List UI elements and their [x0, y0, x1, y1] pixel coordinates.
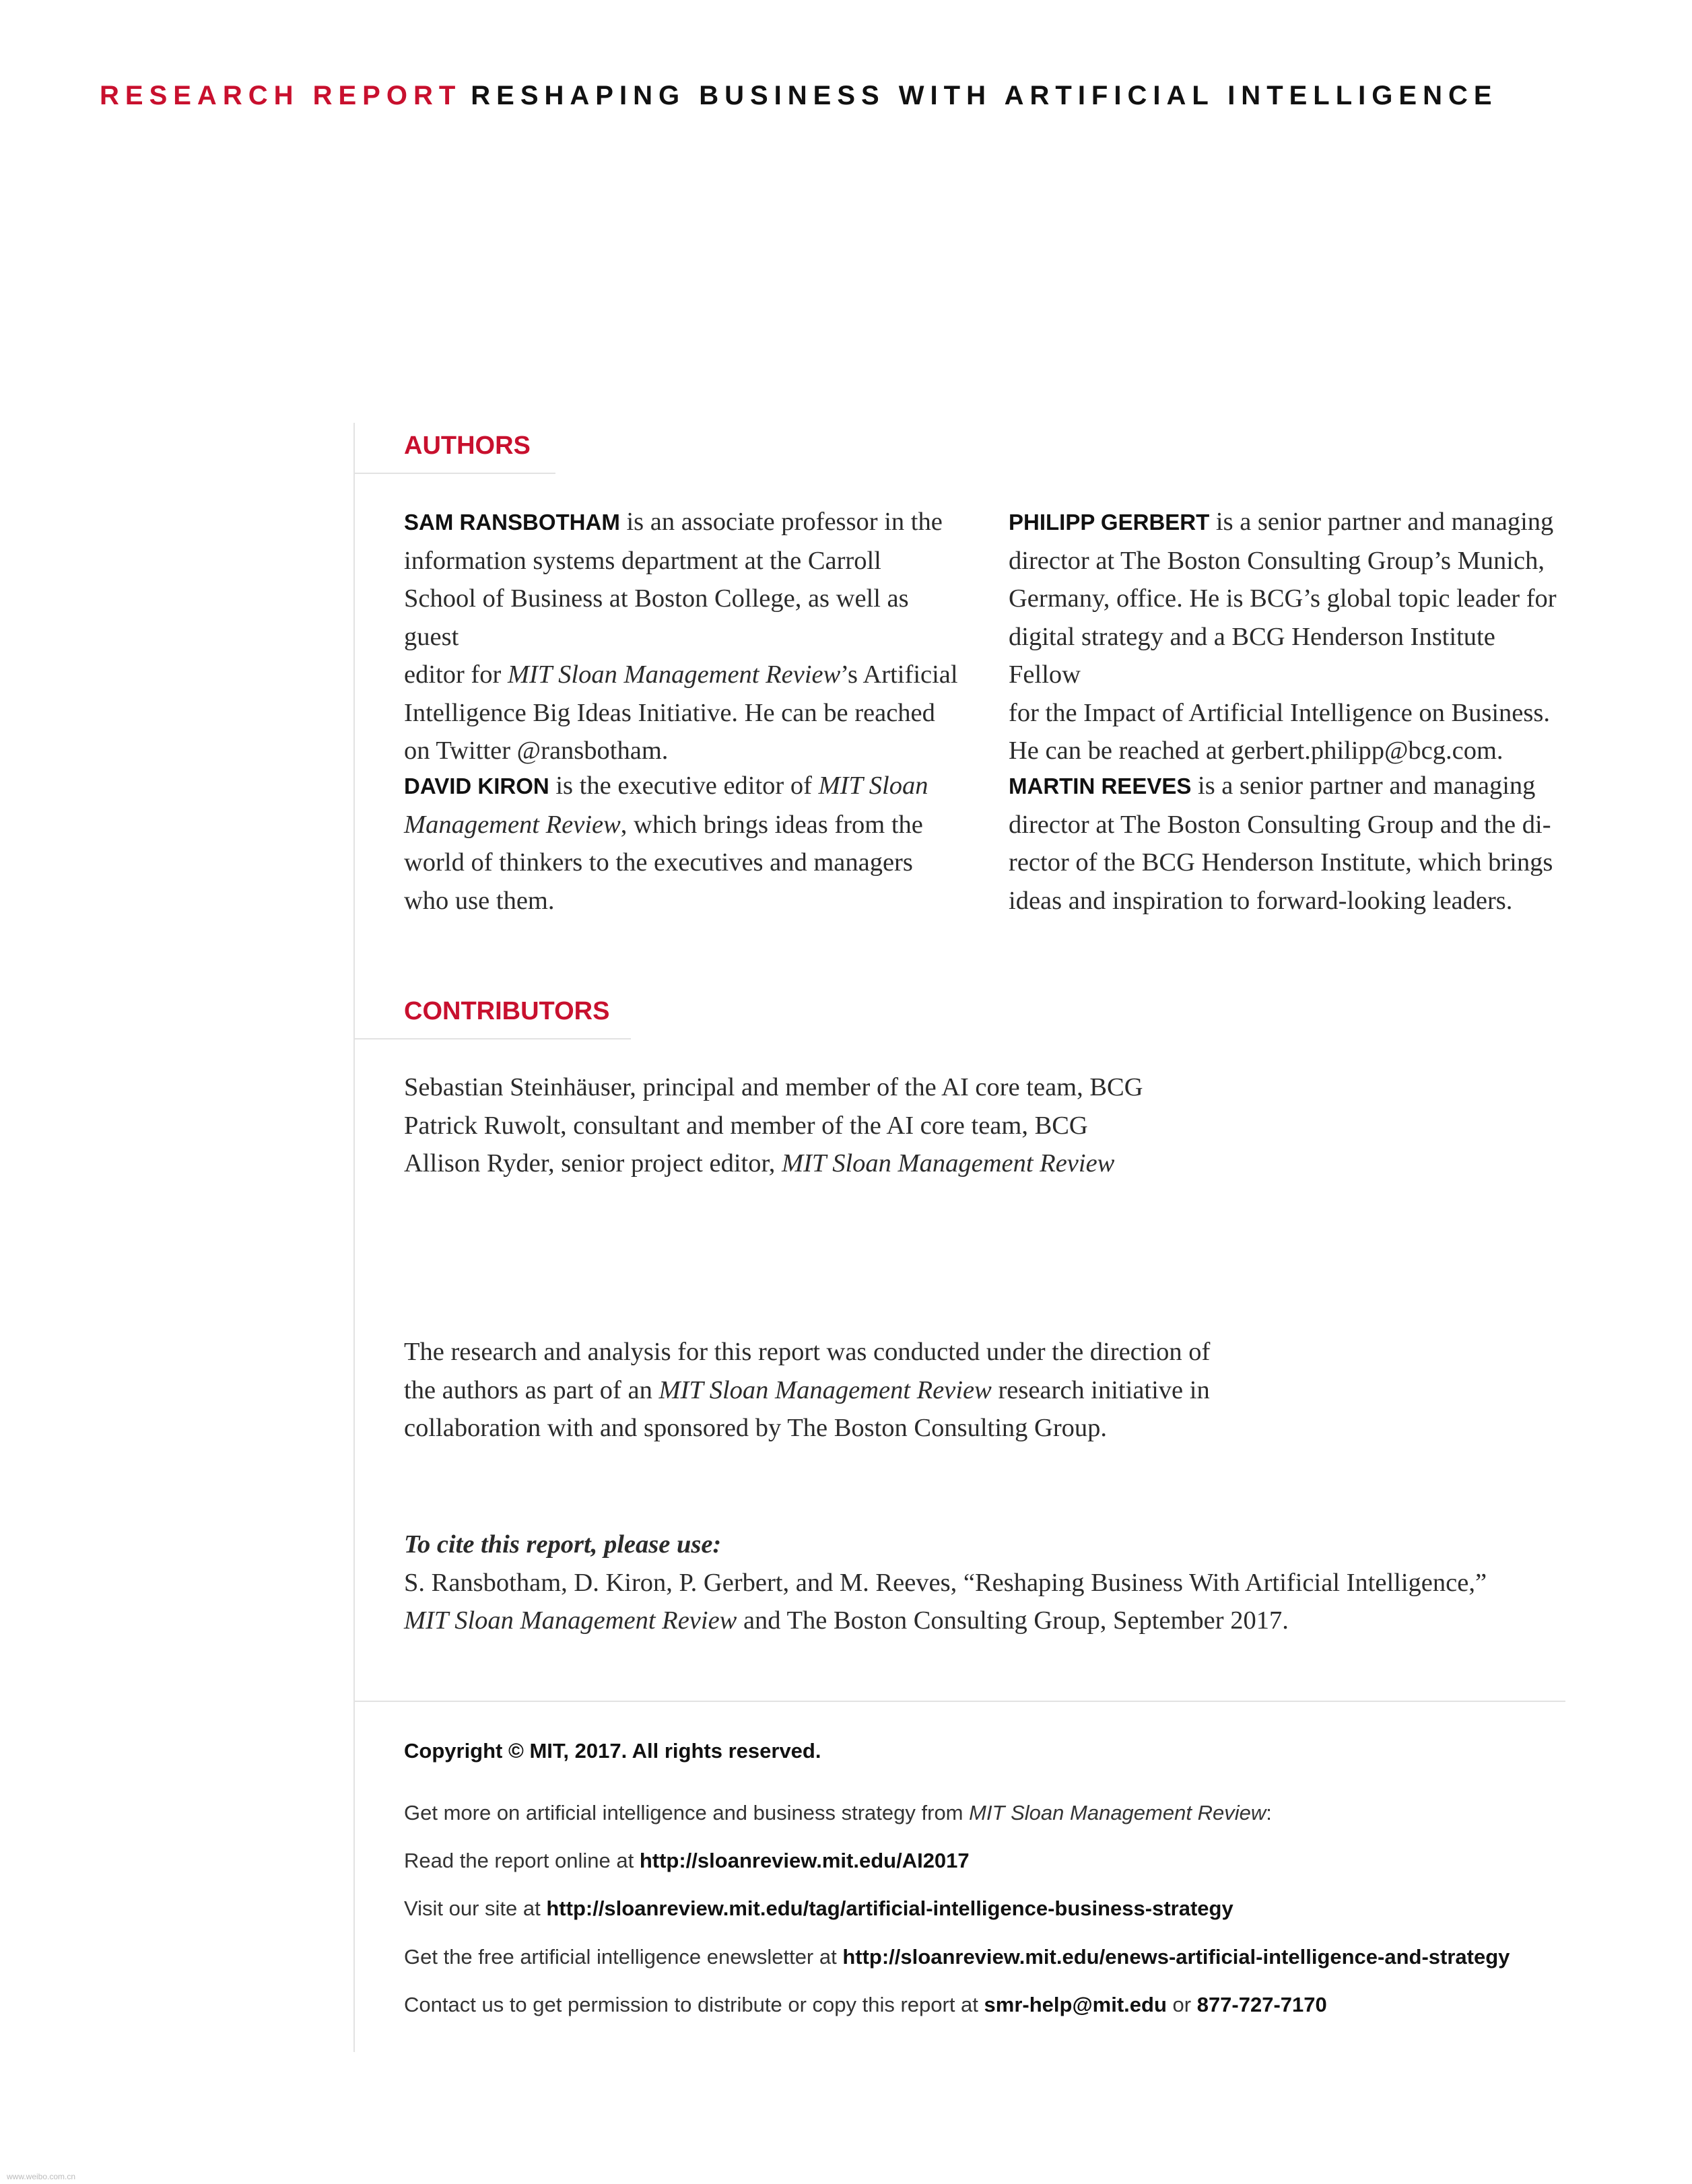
copyright-notice: Copyright © MIT, 2017. All rights reserved.: [404, 1739, 821, 1763]
site-url-link[interactable]: http://sloanreview.mit.edu/tag/artificial-intelligence-business-strategy: [546, 1897, 1233, 1920]
newsletter-url-link[interactable]: http://sloanreview.mit.edu/enews-artificial-intelligence-and-strategy: [842, 1945, 1510, 1969]
author-bio-kiron: DAVID KIRON is the executive editor of MIT Sloan Management Review, which brings ideas from the world of thinkers to the executives and managers who use them.: [404, 772, 928, 915]
visit-site-line: Visit our site at http://sloanreview.mit.edu/tag/artificial-intelligence-business-strategy: [404, 1897, 1233, 1920]
more-info-line: Get more on artificial intelligence and business strategy from MIT Sloan Management Review:: [404, 1801, 1272, 1824]
contact-email-link[interactable]: smr-help@mit.edu: [984, 1993, 1167, 2016]
left-margin-rule: [353, 423, 355, 2052]
citation-block: [404, 1526, 1549, 1640]
author-bio-ransbotham: SAM RANSBOTHAM is an associate professor in the information systems department at the Carroll School of Business at Boston College, as well as guest editor for MIT Sloan Management Review’s Artificial Intelligence Big Ideas Initiative. He can be reached on Twitter @ransbotham.: [404, 508, 958, 765]
footer-divider: [353, 1701, 1565, 1702]
author-bio-gerbert: PHILIPP GERBERT is a senior partner and managing director at The Boston Consulting Group’s Munich, Germany, office. He is BCG’s global topic leader for digital strategy and a BCG Henderson Institute Fellow for the Impact of Artificial Intelligence on Business. He can be reached at gerbert.philipp@bcg.com.: [1009, 508, 1557, 765]
author-name: PHILIPP GERBERT: [1009, 510, 1210, 535]
author-bio-reeves: MARTIN REEVES is a senior partner and managing director at The Boston Consulting Group and the di- rector of the BCG Henderson Institute, which brings ideas and inspiration to forward-looking leaders.: [1009, 772, 1553, 915]
citation-line: MIT Sloan Management Review and The Boston Consulting Group, September 2017.: [404, 1606, 1289, 1635]
authors-heading: AUTHORS: [404, 432, 531, 460]
watermark: www.weibo.com.cn: [7, 2172, 76, 2181]
report-header: [100, 82, 1498, 109]
author-name: MARTIN REEVES: [1009, 774, 1192, 798]
contributor-line: Sebastian Steinhäuser, principal and member of the AI core team, BCG: [404, 1073, 1143, 1101]
contributors-heading-rule: [353, 1038, 631, 1039]
report-label: RESEARCH REPORT: [100, 81, 462, 110]
contributor-line: Patrick Ruwolt, consultant and member of the AI core team, BCG: [404, 1111, 1088, 1140]
contributors-list: [404, 1068, 1414, 1183]
citation-label: To cite this report, please use:: [404, 1530, 722, 1559]
contributor-line: Allison Ryder, senior project editor, MIT Sloan Management Review: [404, 1149, 1115, 1178]
newsletter-line: Get the free artificial intelligence enewsletter at http://sloanreview.mit.edu/enews-artificial-intelligence-and-strategy: [404, 1945, 1510, 1969]
publication-name: MIT Sloan Management Review: [507, 660, 841, 689]
contact-phone[interactable]: 877-727-7170: [1196, 1993, 1327, 2016]
citation-line: S. Ransbotham, D. Kiron, P. Gerbert, and M. Reeves, “Reshaping Business With Artificial Intelligence,”: [404, 1568, 1487, 1597]
author-name: SAM RANSBOTHAM: [404, 510, 620, 535]
contributors-heading: CONTRIBUTORS: [404, 997, 610, 1025]
contact-line: Contact us to get permission to distribute or copy this report at smr-help@mit.edu or 877-727-7170: [404, 1993, 1327, 2016]
authors-heading-rule: [353, 473, 555, 474]
report-title: RESHAPING BUSINESS WITH ARTIFICIAL INTELLIGENCE: [471, 81, 1498, 110]
author-name: DAVID KIRON: [404, 774, 549, 798]
research-note: The research and analysis for this report was conducted under the direction of the authors as part of an MIT Sloan Management Review research initiative in collaboration with and sponsored by The Boston Consulting Group.: [404, 1338, 1211, 1442]
report-url-link[interactable]: http://sloanreview.mit.edu/AI2017: [639, 1849, 970, 1872]
read-online-line: Read the report online at http://sloanreview.mit.edu/AI2017: [404, 1849, 970, 1872]
